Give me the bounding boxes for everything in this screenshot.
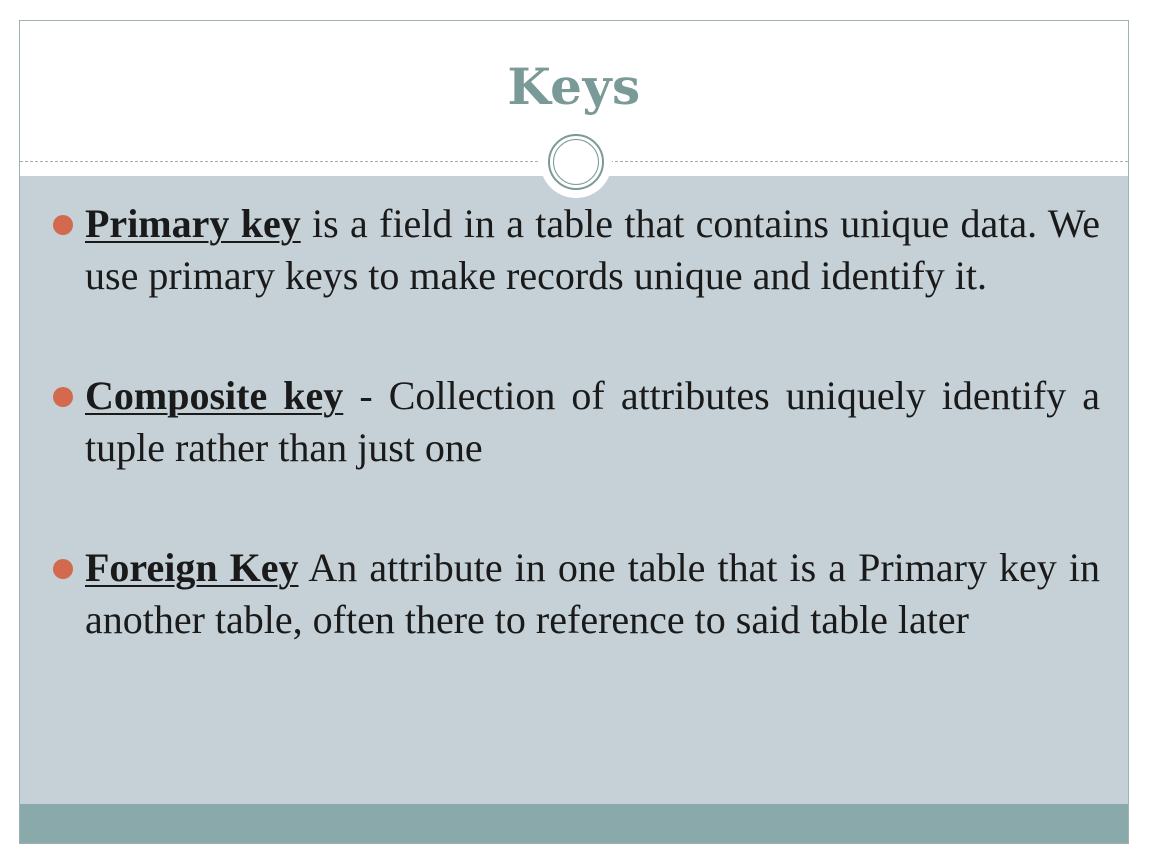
bullet-term: Foreign Key	[85, 545, 299, 590]
bullet-dot-icon	[53, 215, 73, 235]
bullet-dot-icon	[53, 559, 73, 579]
circle-ornament-inner-ring	[553, 139, 599, 185]
bullet-term: Composite key	[85, 373, 344, 418]
circle-ornament-ring	[548, 134, 604, 190]
bullet-item-primary-key	[50, 198, 1100, 302]
circle-ornament-icon	[540, 126, 612, 198]
bullet-item-composite-key	[50, 370, 1100, 474]
slide	[19, 20, 1129, 844]
bullet-text: is a field in a table that contains unique data. We use primary keys to make records unique and identify it.	[85, 201, 1100, 298]
bullet-dot-icon	[53, 387, 73, 407]
slide-title: Keys	[507, 57, 641, 116]
bullet-item-foreign-key	[50, 542, 1100, 646]
footer-bar	[20, 804, 1128, 843]
bullet-text: - Collection of attributes uniquely identify a tuple rather than just one	[85, 373, 1100, 470]
bullet-list	[50, 198, 1100, 646]
bullet-term: Primary key	[85, 201, 301, 246]
bullet-text: An attribute in one table that is a Primary key in another table, often there to reference to said table later	[85, 545, 1100, 642]
